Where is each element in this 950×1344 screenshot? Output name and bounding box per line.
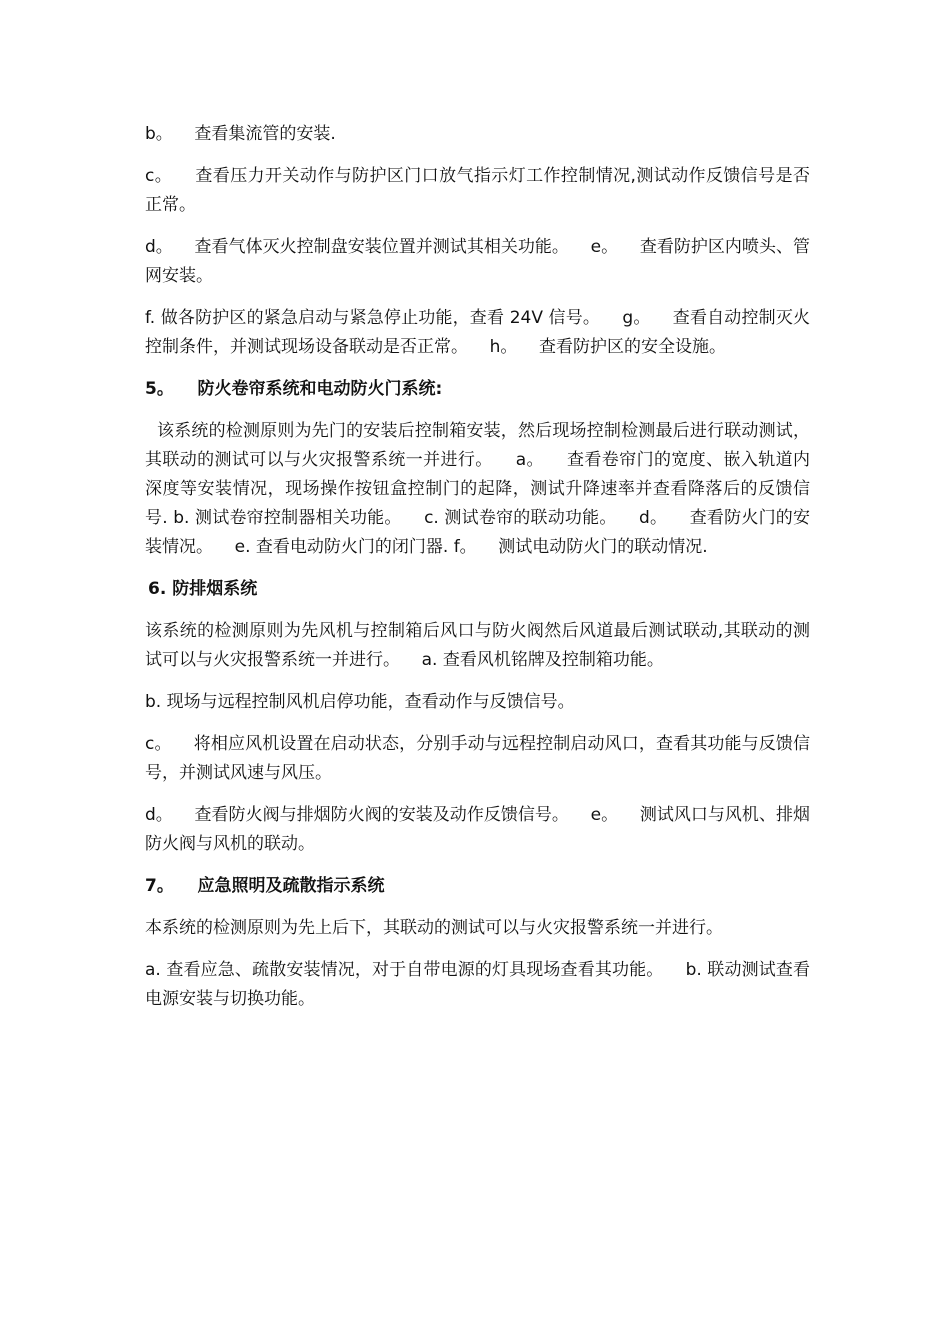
paragraph-f-emergency-start: f. 做各防护区的紧急启动与紧急停止功能，查看 24V 信号。 g。 查看自动控制灭火控制条件，并测试现场设备联动是否正常。 h。 查看防护区的安全设施。 — [145, 308, 810, 357]
paragraph-rolling-shutter: 该系统的检测原则为先门的安装后控制箱安装，然后现场控制检测最后进行联动测试，其联动的测试可以与火灾报警系统一并进行。 a。 查看卷帘门的宽度、嵌入轨道内深度等安装情况，现场操作按钮盒控制门的起降，测试升降速率并查看降落后的反馈信号. b. 测试卷帘控制器相关功能。 c. 测试卷帘的联动功能。 d。 查看防火门的安装情况。 e. 查看电动防火门的闭门器. f。 测试电动防火门的联动情况. — [145, 421, 810, 557]
paragraph-smoke-principle: 该系统的检测原则为先风机与控制箱后风口与防火阀然后风道最后测试联动,其联动的测试可以与火灾报警系统一并进行。 a. 查看风机铭牌及控制箱功能。 — [145, 621, 810, 670]
paragraph-d-control-panel: d。 查看气体灭火控制盘安装位置并测试其相关功能。 e。 查看防护区内喷头、管网安装。 — [145, 237, 810, 286]
paragraph-b-fan-control: b. 现场与远程控制风机启停功能，查看动作与反馈信号。 — [145, 692, 575, 712]
document-page — [145, 120, 810, 1027]
section-heading-7: 7。 应急照明及疏散指示系统 — [145, 876, 385, 896]
paragraph-a-emergency-lighting: a. 查看应急、疏散安装情况，对于自带电源的灯具现场查看其功能。 b. 联动测试查看电源安装与切换功能。 — [145, 960, 810, 1009]
section-heading-5: 5。 防火卷帘系统和电动防火门系统: — [145, 379, 443, 399]
paragraph-b-collector-pipe: b。 查看集流管的安装. — [145, 124, 336, 144]
section-heading-6: 6. 防排烟系统 — [148, 579, 258, 599]
paragraph-c-fan-start: c。 将相应风机设置在启动状态，分别手动与远程控制启动风口，查看其功能与反馈信号，并测试风速与风压。 — [145, 734, 810, 783]
paragraph-lighting-principle: 本系统的检测原则为先上后下，其联动的测试可以与火灾报警系统一并进行。 — [145, 918, 723, 938]
paragraph-c-pressure-switch: c。 查看压力开关动作与防护区门口放气指示灯工作控制情况,测试动作反馈信号是否正常。 — [145, 166, 810, 215]
paragraph-d-fire-damper: d。 查看防火阀与排烟防火阀的安装及动作反馈信号。 e。 测试风口与风机、排烟防火阀与风机的联动。 — [145, 805, 810, 854]
